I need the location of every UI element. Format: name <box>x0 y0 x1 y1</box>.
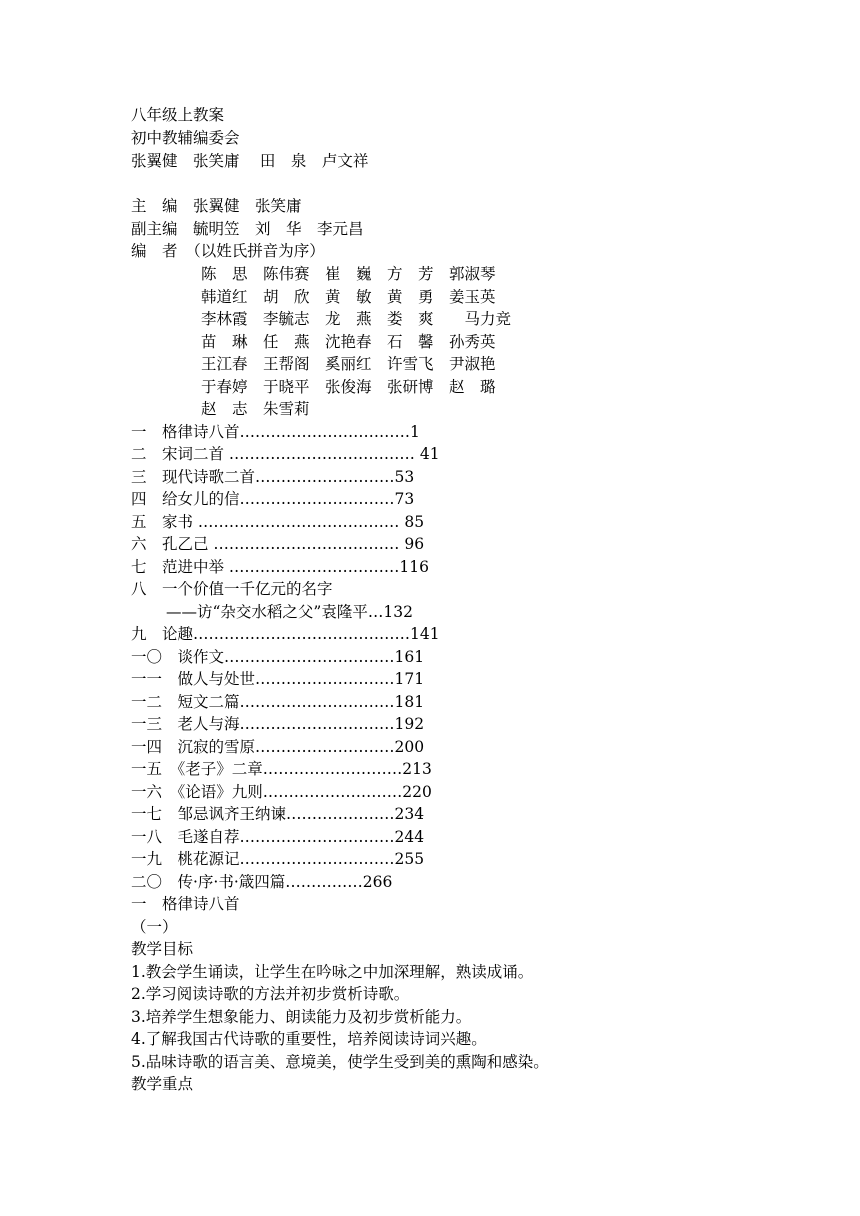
editor-names-row: 陈 思 陈伟赛 崔 巍 方 芳 郭淑琴 <box>201 265 496 283</box>
toc-entry: 三 现代诗歌二首………………………53 <box>131 468 415 486</box>
editor-names-row: 赵 志 朱雪莉 <box>201 400 310 418</box>
deputy-editor-line: 副主编 毓明笠 刘 华 李元昌 <box>131 220 364 238</box>
objective-item: 3.培养学生想象能力、朗读能力及初步赏析能力。 <box>131 1008 472 1026</box>
objective-item: 2.学习阅读诗歌的方法并初步赏析诗歌。 <box>131 985 410 1003</box>
lesson-title: 一 格律诗八首 <box>131 895 240 913</box>
editors-heading: 编 者 （以姓氏拼音为序） <box>131 242 325 260</box>
toc-entry: 六 孔乙己 ……………………………… 96 <box>131 535 425 553</box>
objective-item: 5.品味诗歌的语言美、意境美，使学生受到美的熏陶和感染。 <box>131 1053 549 1071</box>
toc-entry: 二〇 传·序·书·箴四篇……………266 <box>131 873 393 891</box>
lesson-part: （一） <box>131 918 178 936</box>
toc-entry: 八 一个价值一千亿元的名字 <box>131 580 333 598</box>
toc-entry: 一九 桃花源记…………………………255 <box>131 850 425 868</box>
editor-names-row: 李林霞 李毓志 龙 燕 娄 爽 马力竞 <box>201 310 512 328</box>
toc-entry: 四 给女儿的信…………………………73 <box>131 490 415 508</box>
toc-entry: 一八 毛遂自荐…………………………244 <box>131 828 425 846</box>
toc-entry: 五 家书 ………………………………… 85 <box>131 513 425 531</box>
toc-entry: 一〇 谈作文……………………………161 <box>131 648 425 666</box>
document-title: 八年级上教案 <box>131 106 225 124</box>
toc-entry: 一五 《老子》二章………………………213 <box>131 760 432 778</box>
toc-entry: 一三 老人与海…………………………192 <box>131 715 425 733</box>
toc-entry: 一一 做人与处世………………………171 <box>131 670 425 688</box>
toc-entry: 一 格律诗八首……………………………1 <box>131 423 420 441</box>
toc-entry: 一六 《论语》九则………………………220 <box>131 783 432 801</box>
editor-names-row: 苗 琳 任 燕 沈艳春 石 馨 孙秀英 <box>201 333 496 351</box>
toc-entry-subtitle: ——访“杂交水稻之父”袁隆平…132 <box>166 603 413 621</box>
toc-entry: 九 论趣……………………………………141 <box>131 625 440 643</box>
toc-entry: 一四 沉寂的雪原………………………200 <box>131 738 425 756</box>
objective-item: 4.了解我国古代诗歌的重要性，培养阅读诗词兴趣。 <box>131 1030 487 1048</box>
toc-entry: 七 范进中举 ……………………………116 <box>131 558 430 576</box>
committee-name: 初中教辅编委会 <box>131 129 240 147</box>
editor-names-row: 于春婷 于晓平 张俊海 张研博 赵 璐 <box>201 378 496 396</box>
key-points-heading: 教学重点 <box>131 1075 194 1093</box>
editor-names-row: 韩道红 胡 欣 黄 敏 黄 勇 姜玉英 <box>201 288 496 306</box>
objective-item: 1.教会学生诵读，让学生在吟咏之中加深理解，熟读成诵。 <box>131 963 534 981</box>
objectives-heading: 教学目标 <box>131 940 194 958</box>
toc-entry: 一二 短文二篇…………………………181 <box>131 693 425 711</box>
editor-names-row: 王江春 王帮阁 奚丽红 许雪飞 尹淑艳 <box>201 355 496 373</box>
chief-editor-line: 主 编 张翼健 张笑庸 <box>131 197 302 215</box>
toc-entry: 一七 邹忌讽齐王纳谏…………………234 <box>131 805 425 823</box>
toc-entry: 二 宋词二首 ……………………………… 41 <box>131 445 440 463</box>
committee-members: 张翼健 张笑庸 田 泉 卢文祥 <box>131 152 369 170</box>
